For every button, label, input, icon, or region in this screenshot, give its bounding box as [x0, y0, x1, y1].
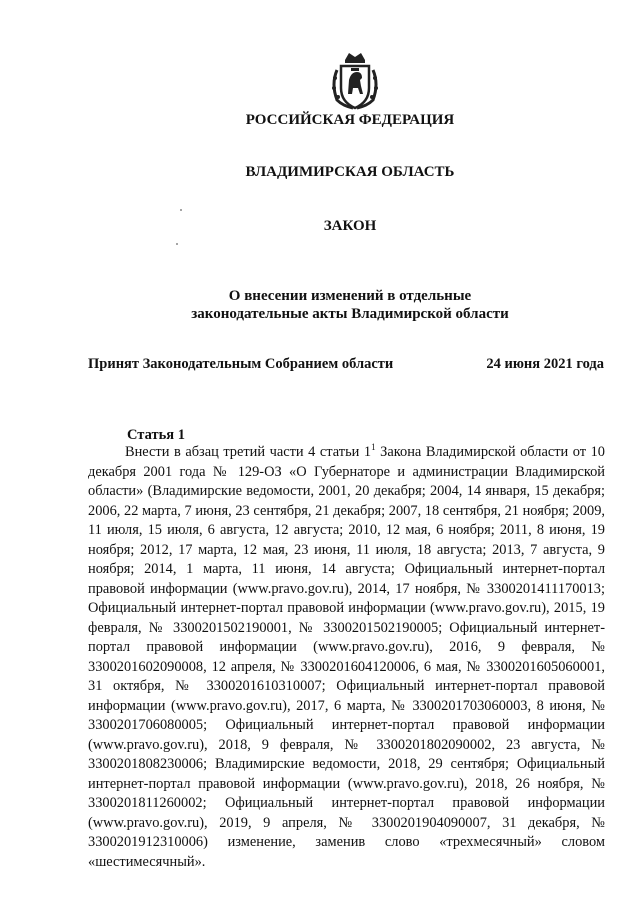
article-text-start: Внести в абзац третий части 4 статьи 1 — [125, 444, 372, 460]
region-heading: ВЛАДИМИРСКАЯ ОБЛАСТЬ — [245, 164, 455, 180]
document-title — [30, 287, 640, 323]
coat-of-arms-icon — [327, 50, 383, 112]
article-superscript: 1 — [371, 442, 376, 453]
article-text-rest: Закона Владимирской области от 10 декабря 2001 года № 129-ОЗ «О Губернаторе и администрации Владимирской области» (Владимирские ведомости, 2001, 20 декабря; 2004, 14 января, 15 декабря; 2006, 22 марта, 7 июня, 23 сентября, 21 декабря; 2007, 18 сентября, 21 ноября; 2009, 11 июля, 15 июля, 6 августа, 12 августа; 2010, 12 мая, 6 ноября; 2011, 8 июня, 19 ноября; 2012, 17 марта, 12 мая, 23 июня, 11 июля, 18 августа; 2013, 7 августа, 9 ноября; 2014, 1 марта, 11 июня, 14 августа; Официальный интернет-портал правовой информации (www.pravo.gov.ru), 2014, 17 ноября, № 3300201411170013; Официальный интернет-портал правовой информации (www.pravo.gov.ru), 2015, 19 февраля, № 3300201502190001, № 3300201502190005; Официальный интернет-портал правовой информации (www.pravo.gov.ru), 2016, 9 февраля, № 3300201602090008, 12 апреля, № 3300201604120006, 6 мая, № 3300201605060001, 31 октября, № 3300201610310007; Официальный интернет-портал правовой информации (www.pravo.gov.ru), 2017, 6 марта, № 3300201703060003, 8 июня, № 3300201706080005; Официальный интернет-портал правовой информации (www.pravo.gov.ru), 2018, 9 февраля, № 3300201802090002, 23 августа, № 3300201808230006; Владимирские ведомости, 2018, 29 сентября; Официальный интернет-портал правовой информации (www.pravo.gov.ru), 2018, 26 ноября, № 3300201811260002; Официальный интернет-портал правовой информации (www.pravo.gov.ru), 2019, 9 апреля, № 3300201904090007, 31 декабря, № 3300201912310006) изменение, заменив слово «трехмесячный» словом «шестимесячный». — [88, 444, 606, 870]
article-heading: Статья 1 — [127, 427, 185, 443]
scan-speck — [180, 209, 182, 211]
country-heading: РОССИЙСКАЯ ФЕДЕРАЦИЯ — [245, 112, 455, 128]
title-line-2: законодательные акты Владимирской области — [191, 306, 509, 322]
article-body — [88, 443, 605, 872]
document-type-heading: ЗАКОН — [323, 218, 377, 234]
title-line-1: О внесении изменений в отдельные — [228, 288, 472, 304]
adoption-date: 24 июня 2021 года — [486, 356, 604, 372]
adopted-by: Принят Законодательным Собранием области — [88, 356, 394, 372]
scan-speck — [176, 243, 178, 245]
adoption-line — [88, 356, 604, 373]
